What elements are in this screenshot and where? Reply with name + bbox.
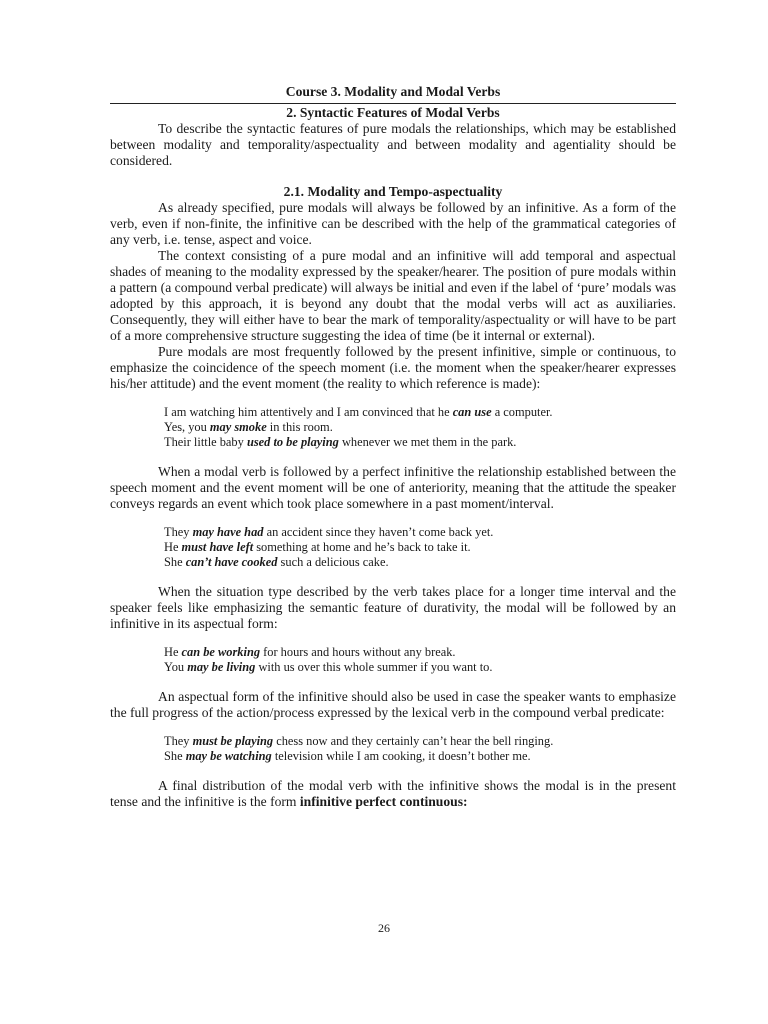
paragraph-context: The context consisting of a pure modal and an infinitive will add temporal and aspectual shades of meaning to the modality expressed by the speaker/hearer. The position of pure modals within a pattern (a compound verbal predicate) will always be initial and even if the label of ‘pure’ modals was adopted by this approach, it is beyond any doubt that the modal verbs will act as auxiliaries. Consequently, they will either have to bear the mark of temporality/aspectuality or will have to be part of a more comprehensive structure suggesting the idea of time (be it internal or external). (110, 248, 676, 343)
paragraph-durativity: When the situation type described by the verb takes place for a longer time interval and the speaker feels like emphasizing the semantic feature of durativity, the modal will be followed by an infinitive in its aspectual form: (110, 584, 676, 631)
document-page (110, 84, 676, 810)
paragraph-progress: An aspectual form of the infinitive should also be used in case the speaker wants to emphasize the full progress of the action/process expressed by the lexical verb in the compound verbal predicate: (110, 689, 676, 720)
course-title: Course 3. Modality and Modal Verbs (110, 84, 676, 104)
example-list-continuous (164, 734, 676, 764)
term-infinitive-perfect-continuous: infinitive perfect continuous: (299, 794, 468, 809)
example-sentence: She can’t have cooked such a delicious cake. (164, 555, 389, 569)
example-sentence: They may have had an accident since they haven’t come back yet. (164, 525, 494, 539)
section-title: 2. Syntactic Features of Modal Verbs (286, 105, 500, 120)
example-list-aspectual (164, 645, 676, 675)
example-sentence: I am watching him attentively and I am convinced that he can use a computer. (164, 405, 553, 419)
example-sentence: He must have left something at home and he’s back to take it. (164, 540, 471, 554)
example-sentence: He can be working for hours and hours without any break. (164, 645, 456, 659)
paragraph-final-distribution: A final distribution of the modal verb with the infinitive shows the modal is in the present tense and the infinitive is the form infinitive perfect continuous: (110, 778, 676, 809)
example-sentence: You may be living with us over this whole summer if you want to. (164, 660, 493, 674)
example-sentence: She may be watching television while I am cooking, it doesn’t bother me. (164, 749, 531, 763)
subsection-title: 2.1. Modality and Tempo-aspectuality (283, 184, 503, 199)
example-list-perfect (164, 525, 676, 570)
example-sentence: Their little baby used to be playing whenever we met them in the park. (164, 435, 517, 449)
example-sentence: Yes, you may smoke in this room. (164, 420, 333, 434)
page-number: 26 (378, 921, 390, 935)
example-list-present (164, 405, 676, 450)
example-sentence: They must be playing chess now and they certainly can’t hear the bell ringing. (164, 734, 554, 748)
paragraph-infinitive-forms: As already specified, pure modals will always be followed by an infinitive. As a form of the verb, even if non-finite, the infinitive can be described with the help of the grammatical categories of any verb, i.e. tense, aspect and voice. (110, 200, 676, 247)
paragraph-present-infinitive: Pure modals are most frequently followed by the present infinitive, simple or continuous, to emphasize the coincidence of the speech moment (i.e. the moment when the speaker/hearer expresses his/her attitude) and the event moment (the reality to which reference is made): (110, 344, 676, 391)
paragraph-perfect-infinitive: When a modal verb is followed by a perfect infinitive the relationship established between the speech moment and the event moment will be one of anteriority, meaning that the attitude the speaker conveys regards an event which took place somewhere in a past moment/interval. (110, 464, 676, 511)
intro-paragraph: To describe the syntactic features of pure modals the relationships, which may be established between modality and temporality/aspectuality and between modality and agentiality should be considered. (110, 121, 676, 168)
